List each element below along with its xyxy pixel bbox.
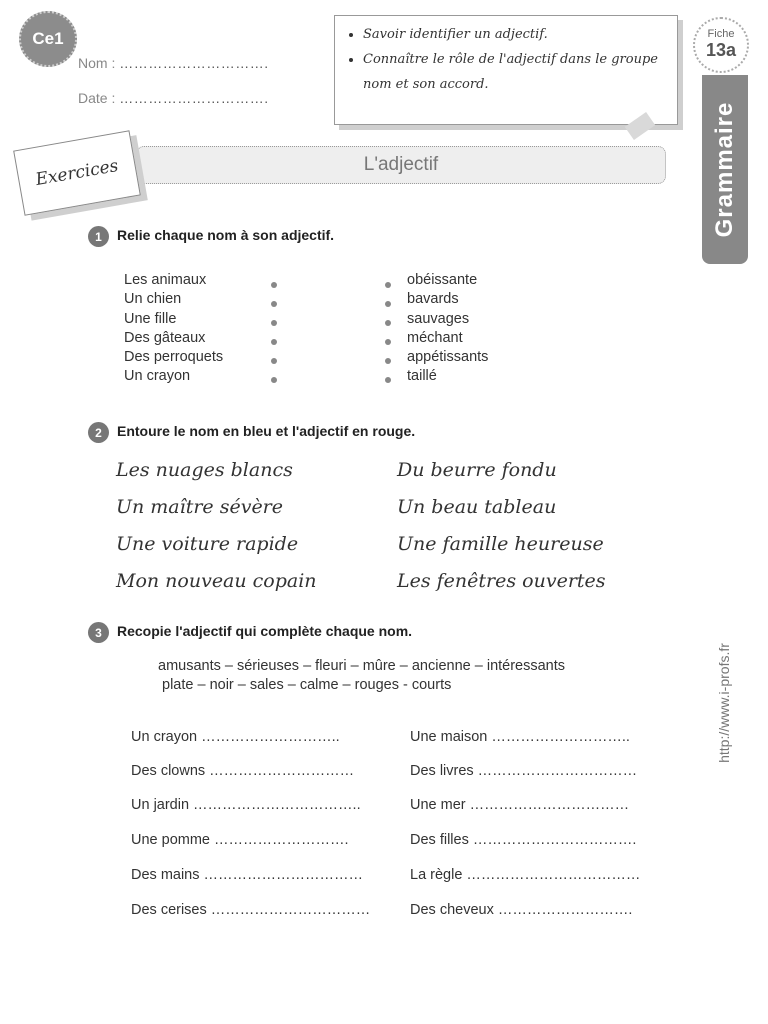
phrase-item[interactable]: Les nuages blancs [116,459,293,481]
fill-in-item[interactable]: Des cheveux ………………………. [410,902,633,918]
tape-decoration [625,112,655,140]
phrase-item[interactable]: Une famille heureuse [397,533,604,555]
connect-dot-left[interactable] [271,282,277,288]
adjective-item: méchant [407,329,463,346]
noun-item: Des perroquets [124,349,224,366]
connect-dot-right[interactable] [385,301,391,307]
word-bank-line: plate – noir – sales – calme – rouges - courts [162,677,452,693]
connect-dot-right[interactable] [385,320,391,326]
exercise-instruction: Entoure le nom en bleu et l'adjectif en rouge. [117,423,416,439]
connect-dot-left[interactable] [271,320,277,326]
date-dots: …………………………. [119,90,269,106]
connect-dot-right[interactable] [385,339,391,345]
connect-dot-left[interactable] [271,358,277,364]
objective-item: • Connaître le rôle de l'adjectif dans le groupe nom et son accord. [363,47,667,97]
fill-in-item[interactable]: Un crayon ……………………….. [131,729,340,745]
fill-in-item[interactable]: La règle ……………………………… [410,867,641,883]
phrase-item[interactable]: Un maître sévère [116,496,284,518]
fill-in-item[interactable]: Des livres …………………………… [410,763,638,779]
phrase-item[interactable]: Du beurre fondu [397,459,557,481]
subject-tab-label: Grammaire [711,101,738,238]
fill-in-item[interactable]: Des cerises …………………………… [131,902,371,918]
fill-in-item[interactable]: Une mer …………………………… [410,797,630,813]
connect-dot-left[interactable] [271,301,277,307]
nom-field [78,55,269,71]
connect-dot-right[interactable] [385,282,391,288]
exercise-number: 2 [88,422,109,443]
phrase-item[interactable]: Un beau tableau [397,496,557,518]
fiche-badge [693,17,749,73]
connect-dot-left[interactable] [271,339,277,345]
fill-in-item[interactable]: Des clowns ………………………… [131,763,355,779]
date-label: Date : [78,90,116,106]
adjective-item: sauvages [407,310,470,327]
connect-dot-right[interactable] [385,377,391,383]
date-field [78,90,269,106]
noun-item: Des gâteaux [124,329,206,346]
fiche-number: 13a [705,40,737,60]
exercise-instruction: Relie chaque nom à son adjectif. [117,227,335,243]
connect-dot-right[interactable] [385,358,391,364]
level-badge: Ce1 [19,11,77,67]
nom-dots: …………………………. [119,55,269,71]
noun-item: Un chien [124,291,182,308]
noun-item: Les animaux [124,272,207,288]
source-url: http://www.i-profs.fr [716,643,732,763]
nom-label: Nom : [78,55,116,71]
fill-in-item[interactable]: Des mains …………………………… [131,867,364,883]
word-bank-line: amusants – sérieuses – fleuri – mûre – ancienne – intéressants [158,658,566,674]
adjective-item: appétissants [407,349,489,366]
exercise-number: 1 [88,226,109,247]
exercise-instruction: Recopie l'adjectif qui complète chaque nom. [117,623,413,639]
adjective-item: obéissante [407,272,478,288]
exercise-number: 3 [88,622,109,643]
fill-in-item[interactable]: Un jardin …………………………….. [131,797,361,813]
subject-tab [702,75,748,264]
noun-item: Une fille [124,310,177,327]
adjective-list [407,271,488,387]
phrase-item[interactable]: Une voiture rapide [116,533,299,555]
fill-in-item[interactable]: Une pomme ………………………. [131,832,349,848]
fill-in-item[interactable]: Une maison ……………………….. [410,729,630,745]
adjective-item: bavards [407,291,459,308]
objectives-card [334,15,678,125]
exercices-label: Exercices [13,130,141,215]
noun-item: Un crayon [124,368,191,385]
page-title: L'adjectif [136,146,666,184]
phrase-item[interactable]: Les fenêtres ouvertes [397,570,606,592]
phrase-item[interactable]: Mon nouveau copain [116,570,317,592]
noun-list [124,271,223,387]
fill-in-item[interactable]: Des filles ……………………………. [410,832,637,848]
objective-item: • Savoir identifier un adjectif. [363,22,667,47]
adjective-item: taillé [407,368,437,385]
connect-dot-left[interactable] [271,377,277,383]
fiche-label: Fiche [707,28,735,40]
